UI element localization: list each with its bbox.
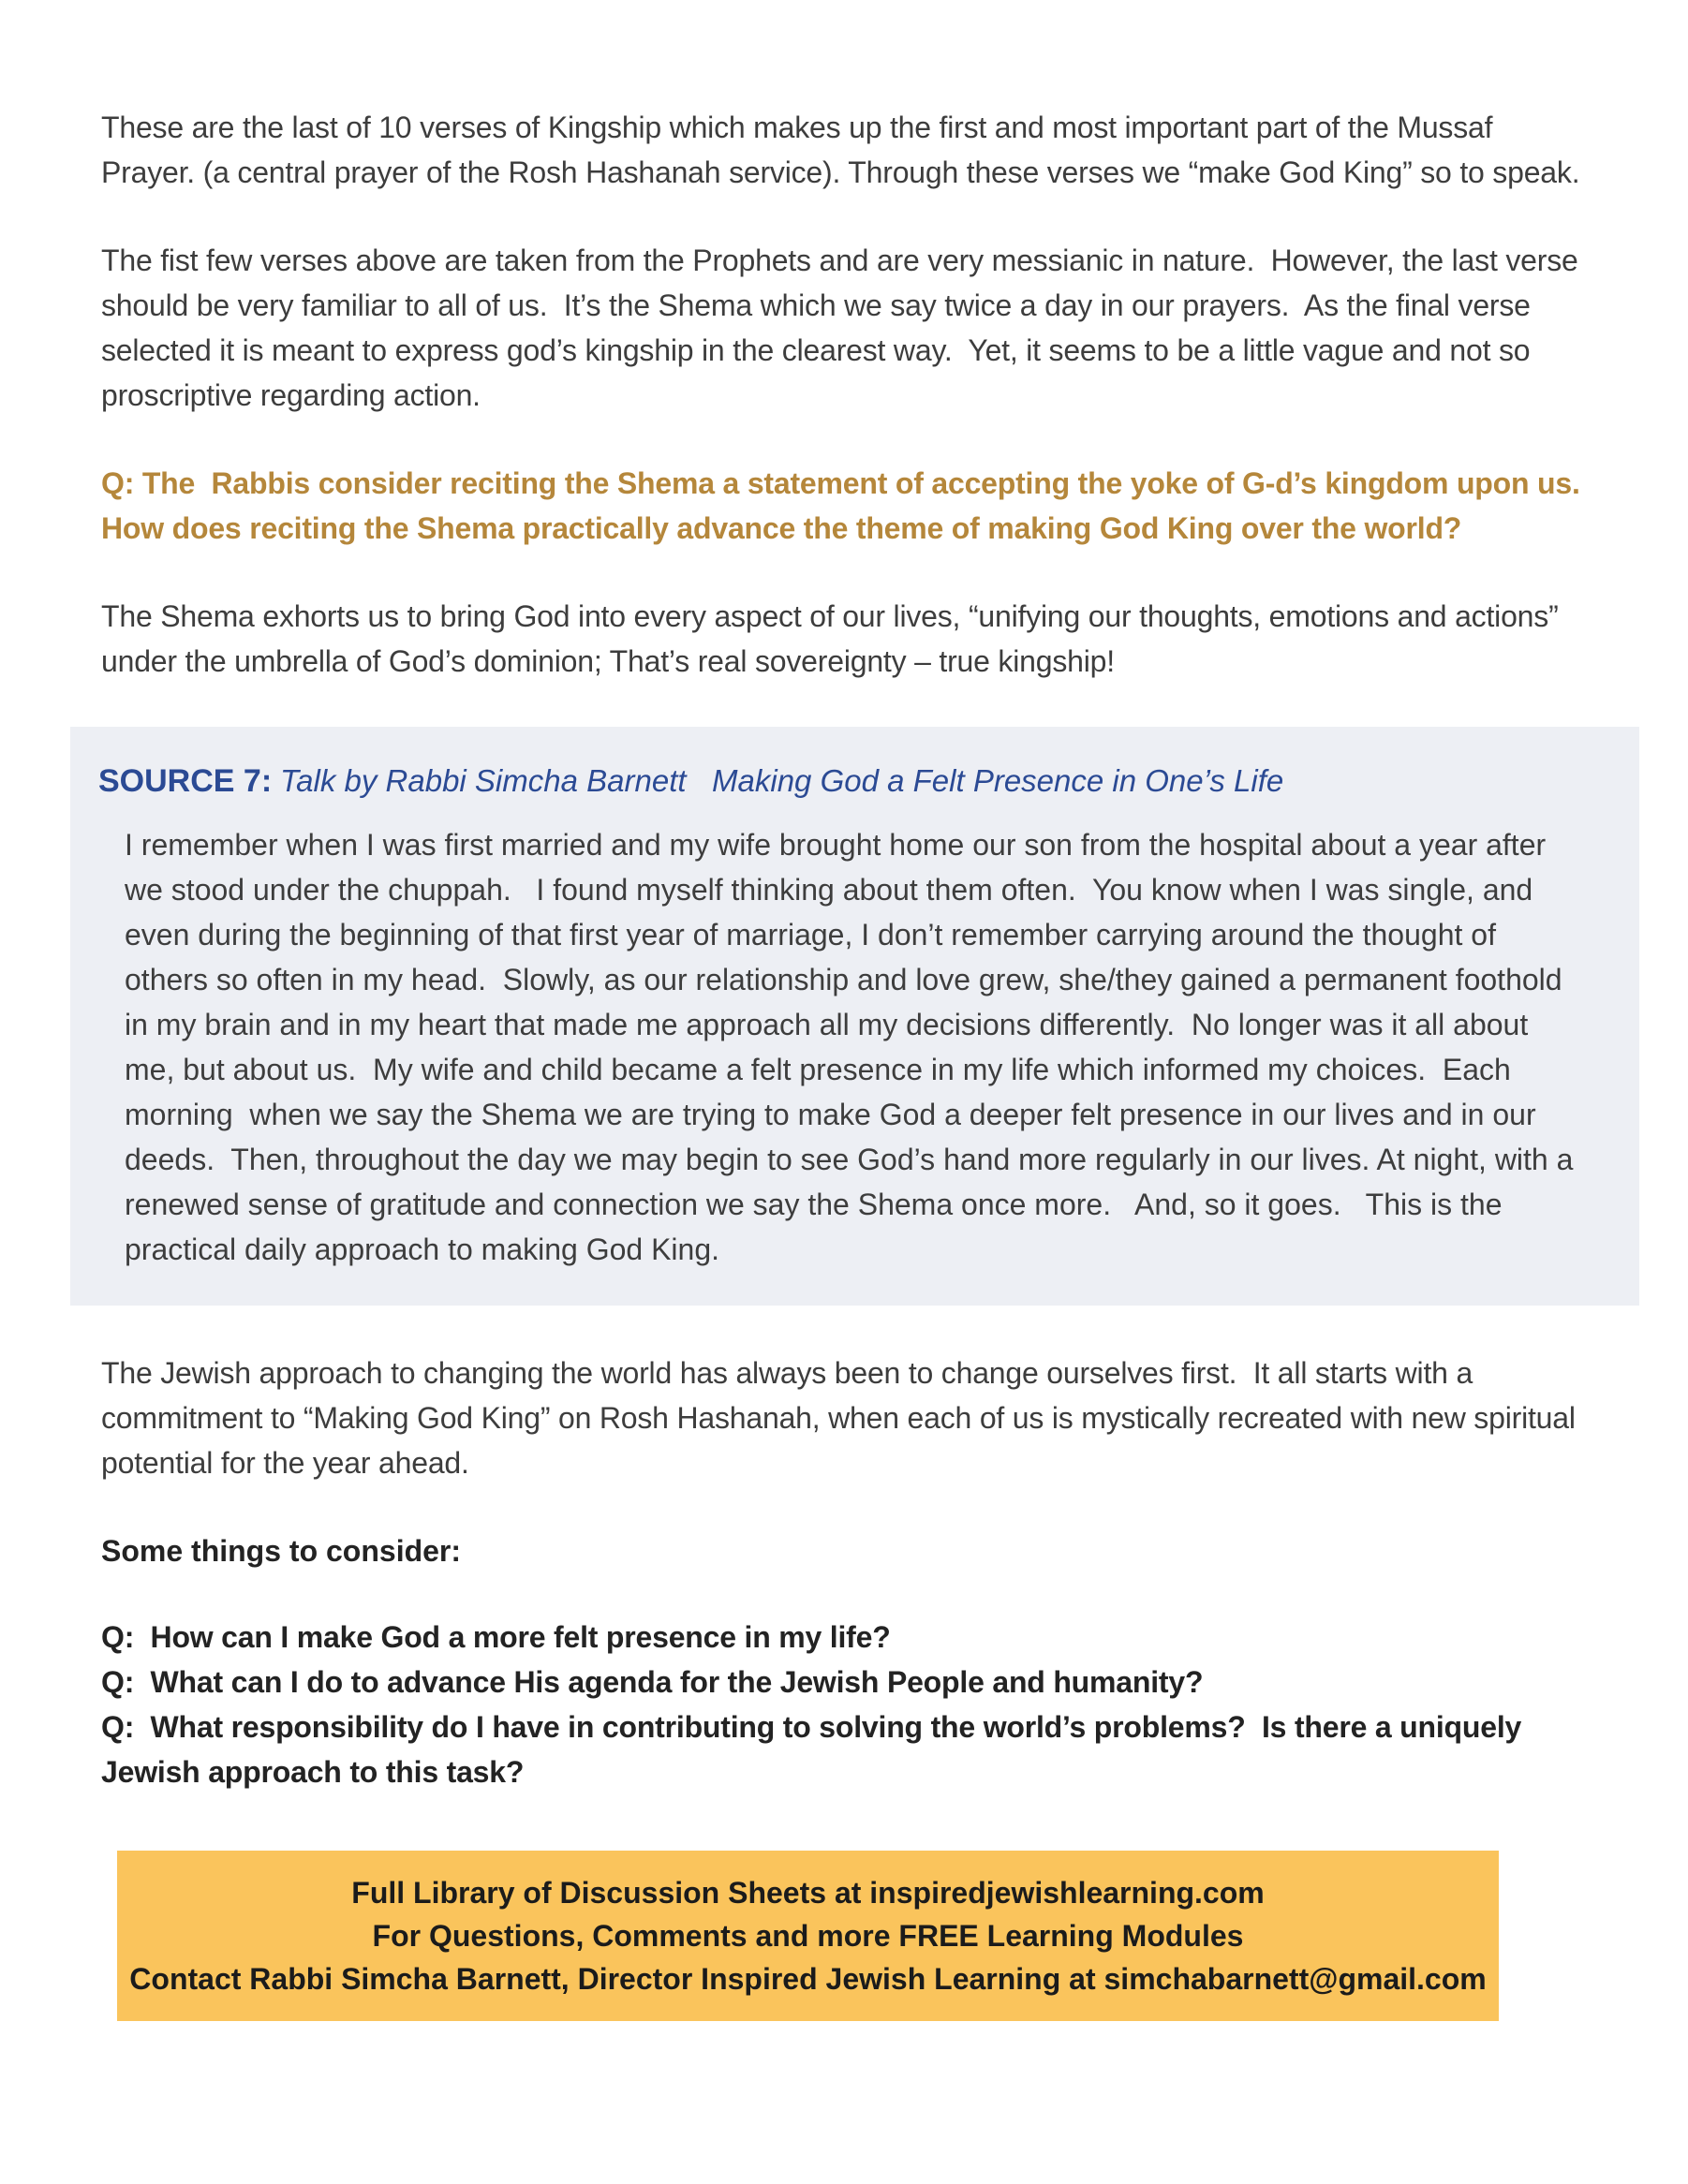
prophets-paragraph: The fist few verses above are taken from the Prophets and are very messianic in nature. However, the last verse should be very familiar to all of us. It’s the Shema which we say twice a day in our prayers. As the final verse selected it is meant to express god’s kingship in the clearest way. Yet, it seems to be a little vague and not so proscriptive regarding action. xyxy=(101,243,1587,412)
jewish-approach-paragraph: The Jewish approach to changing the world has always been to change ourselves first. It all starts with a commitment to “Making God King” on Rosh Hashanah, when each of us is mystically recreated with new spiritual potential for the year ahead. xyxy=(101,1356,1584,1480)
footer-line-contact: Contact Rabbi Simcha Barnett, Director Inspired Jewish Learning at simchabarnett@gmail.com xyxy=(129,1962,1487,1996)
question-item-3: Q: What responsibility do I have in contributing to solving the world’s problems? Is there a uniquely Jewish approach to this task? xyxy=(101,1710,1530,1789)
question-list xyxy=(101,1615,1587,1794)
source-title: Talk by Rabbi Simcha Barnett Making God a Felt Presence in One’s Life xyxy=(280,763,1284,798)
question-item-1: Q: How can I make God a more felt presence in my life? xyxy=(101,1620,891,1654)
consider-heading: Some things to consider: xyxy=(101,1534,462,1568)
source-heading xyxy=(98,759,1583,804)
source-body-text: I remember when I was first married and my wife brought home our son from the hospital about a year after we stood under the chuppah. I found myself thinking about them often. You know when I was single, and even during the beginning of that first year of marriage, I don’t remember carrying around the thought of others so often in my head. Slowly, as our relationship and love grew, she/they gained a permanent foothold in my brain and in my heart that made me approach all my decisions differently. No longer was it all about me, but about us. My wife and child became a felt presence in my life which informed my choices. Each morning when we say the Shema we are trying to make God a deeper felt presence in our lives and in our deeds. Then, throughout the day we may begin to see God’s hand more regularly in our lives. At night, with a renewed sense of gratitude and connection we say the Shema once more. And, so it goes. This is the practical daily approach to making God King. xyxy=(125,828,1582,1266)
source-label: SOURCE 7: xyxy=(98,763,273,799)
question-item-2: Q: What can I do to advance His agenda for the Jewish People and humanity? xyxy=(101,1665,1204,1699)
shema-answer-paragraph: The Shema exhorts us to bring God into every aspect of our lives, “unifying our thoughts, emotions and actions” under the umbrella of God’s dominion; That’s real sovereignty – true kingship! xyxy=(101,599,1567,678)
intro-paragraph: These are the last of 10 verses of Kingship which makes up the first and most important part of the Mussaf Prayer. (a central prayer of the Rosh Hashanah service). Through these verses we “make God King” so to speak. xyxy=(101,111,1580,189)
source-box xyxy=(70,727,1639,1306)
main-question-paragraph: Q: The Rabbis consider reciting the Shema a statement of accepting the yoke of G-d’s kingdom upon us. How does reciting the Shema practically advance the theme of making God King over the world? xyxy=(101,466,1597,545)
footer-banner xyxy=(117,1851,1499,2021)
footer-line-library: Full Library of Discussion Sheets at inspiredjewishlearning.com xyxy=(351,1876,1265,1910)
footer-line-questions: For Questions, Comments and more FREE Learning Modules xyxy=(372,1919,1244,1953)
